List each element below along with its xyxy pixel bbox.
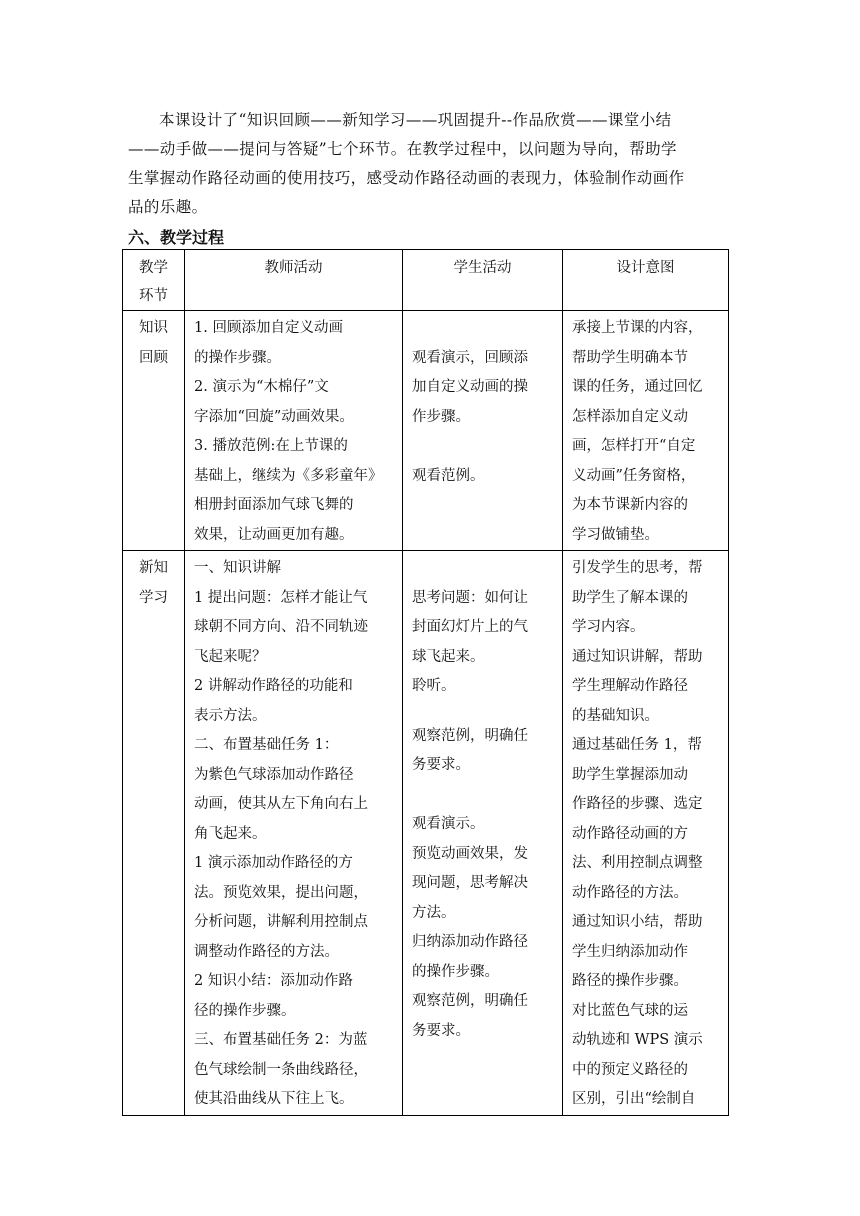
intro-line: 生掌握动作路径动画的使用技巧，感受动作路径动画的表现力，体验制作动画作: [128, 169, 685, 187]
cell-line: 基础上，继续为《多彩童年》: [194, 467, 383, 484]
cell-line: 调整动作路径的方法。: [194, 943, 339, 960]
header-stage-line: 环节: [139, 288, 168, 304]
cell-line: 色气球绘制一条曲线路径，: [194, 1061, 368, 1078]
cell-line: 作路径的步骤、选定: [572, 796, 703, 812]
design-intent-cell: [563, 551, 729, 1116]
cell-line: 引发学生的思考，帮: [572, 560, 703, 576]
teacher-activity-cell: [185, 551, 403, 1116]
header-teacher: 教师活动: [185, 250, 403, 311]
stage-line: 知识: [139, 320, 168, 336]
cell-line: 飞起来呢？: [194, 648, 267, 665]
header-intent: 设计意图: [563, 250, 729, 311]
table-header-row: [123, 250, 729, 311]
cell-line: 务要求。: [412, 757, 470, 773]
cell-line: 效果，让动画更加有趣。: [194, 526, 354, 543]
cell-line: 一、知识讲解: [194, 560, 281, 576]
cell-line: 学生理解动作路径: [572, 678, 688, 694]
cell-line: 封面幻灯片上的气: [412, 619, 528, 635]
table-row: [123, 551, 729, 1116]
cell-line: 课的任务，通过回忆: [572, 379, 703, 395]
cell-line: 1 提出问题：怎样才能让气: [194, 589, 368, 606]
cell-line: 通过基础任务 1，帮: [572, 737, 702, 753]
cell-line: 观看范例。: [412, 467, 485, 484]
cell-line: 怎样添加自定义动: [572, 408, 688, 425]
cell-line: 二、布置基础任务 1：: [194, 737, 339, 753]
cell-line: 学习做铺垫。: [572, 526, 659, 543]
stage-line: 回顾: [139, 349, 168, 366]
teaching-process-table: [122, 249, 729, 1116]
cell-line: 归纳添加动作路径: [412, 934, 528, 950]
cell-line: 对比蓝色气球的运: [572, 1002, 688, 1019]
cell-line: 球飞起来。: [412, 648, 485, 665]
cell-line: 中的预定义路径的: [572, 1061, 688, 1078]
cell-line: 的基础知识。: [572, 707, 659, 724]
cell-line: 助学生掌握添加动: [572, 766, 688, 783]
cell-line: 角飞起来。: [194, 825, 267, 842]
header-stage-line: 教学: [139, 260, 168, 276]
cell-line: 3. 播放范例:在上节课的: [194, 438, 348, 454]
cell-line: 通过知识讲解，帮助: [572, 648, 703, 665]
cell-line: 1. 回顾添加自定义动画: [194, 320, 343, 336]
student-activity-cell: [403, 311, 563, 551]
cell-line: 2. 演示为“木棉仔”文: [194, 379, 329, 395]
cell-line: 2 讲解动作路径的功能和: [194, 678, 353, 694]
cell-line: 义动画”任务窗格，: [572, 467, 696, 484]
cell-line: 字添加“回旋”动画效果。: [194, 408, 354, 425]
student-activity-cell: [403, 551, 563, 1116]
cell-line: 路径的操作步骤。: [572, 973, 688, 989]
cell-line: 使其沿曲线从下往上飞。: [194, 1091, 354, 1107]
cell-line: 相册封面添加气球飞舞的: [194, 497, 354, 513]
cell-line: 画，怎样打开“自定: [572, 438, 696, 454]
cell-line: 的操作步骤。: [412, 963, 499, 980]
cell-line: 通过知识小结，帮助: [572, 914, 703, 930]
cell-line: 法、利用控制点调整: [572, 855, 703, 871]
cell-line: 动作路径动画的方: [572, 825, 688, 842]
cell-line: 三、布置基础任务 2：为蓝: [194, 1032, 368, 1048]
intro-line: ——动手做——提问与答疑”七个环节。在教学过程中，以问题为导向，帮助学: [128, 140, 677, 158]
section-heading: 六、教学过程: [128, 228, 225, 247]
cell-line: 动作路径的方法。: [572, 884, 688, 901]
cell-line: 预览动画效果，发: [412, 845, 528, 862]
stage-line: 学习: [139, 589, 168, 606]
table-row: [123, 311, 729, 551]
cell-line: 动轨迹和 WPS 演示: [572, 1032, 703, 1048]
stage-cell: [123, 551, 185, 1116]
cell-line: 球朝不同方向、沿不同轨迹: [194, 619, 368, 635]
cell-line: 作步骤。: [412, 408, 470, 425]
cell-line: 观察范例，明确任: [412, 727, 528, 744]
design-intent-cell: [563, 311, 729, 551]
cell-line: 帮助学生明确本节: [572, 349, 688, 366]
cell-line: 现问题，思考解决: [412, 875, 528, 891]
cell-line: 观察范例，明确任: [412, 993, 528, 1009]
cell-line: 务要求。: [412, 1022, 470, 1039]
cell-line: 观看演示。: [412, 816, 485, 832]
cell-line: 分析问题，讲解利用控制点: [194, 914, 368, 930]
intro-line: 本课设计了“知识回顾——新知学习——巩固提升--作品欣赏——课堂小结: [159, 111, 672, 129]
header-stage: [123, 250, 185, 311]
cell-line: 区别，引出“绘制自: [572, 1091, 696, 1107]
stage-cell: [123, 311, 185, 551]
intro-line: 品的乐趣。: [128, 198, 208, 216]
cell-line: 1 演示添加动作路径的方: [194, 855, 353, 871]
cell-line: 学习内容。: [572, 619, 645, 635]
cell-line: 学生归纳添加动作: [572, 943, 688, 960]
header-student: 学生活动: [403, 250, 563, 311]
cell-line: 承接上节课的内容，: [572, 320, 703, 336]
cell-line: 为本节课新内容的: [572, 497, 688, 513]
cell-line: 思考问题：如何让: [412, 589, 528, 606]
stage-line: 新知: [139, 560, 168, 576]
cell-line: 方法。: [412, 904, 456, 921]
cell-line: 2 知识小结：添加动作路: [194, 973, 353, 989]
cell-line: 为紫色气球添加动作路径: [194, 766, 354, 783]
cell-line: 助学生了解本课的: [572, 589, 688, 606]
cell-line: 的操作步骤。: [194, 349, 281, 366]
cell-line: 聆听。: [412, 678, 456, 694]
intro-paragraph: [128, 106, 740, 222]
cell-line: 动画，使其从左下角向右上: [194, 796, 368, 812]
cell-line: 表示方法。: [194, 707, 267, 724]
cell-line: 观看演示，回顾添: [412, 349, 528, 366]
teacher-activity-cell: [185, 311, 403, 551]
cell-line: 法。预览效果，提出问题，: [194, 884, 368, 901]
cell-line: 径的操作步骤。: [194, 1002, 296, 1019]
cell-line: 加自定义动画的操: [412, 379, 528, 395]
